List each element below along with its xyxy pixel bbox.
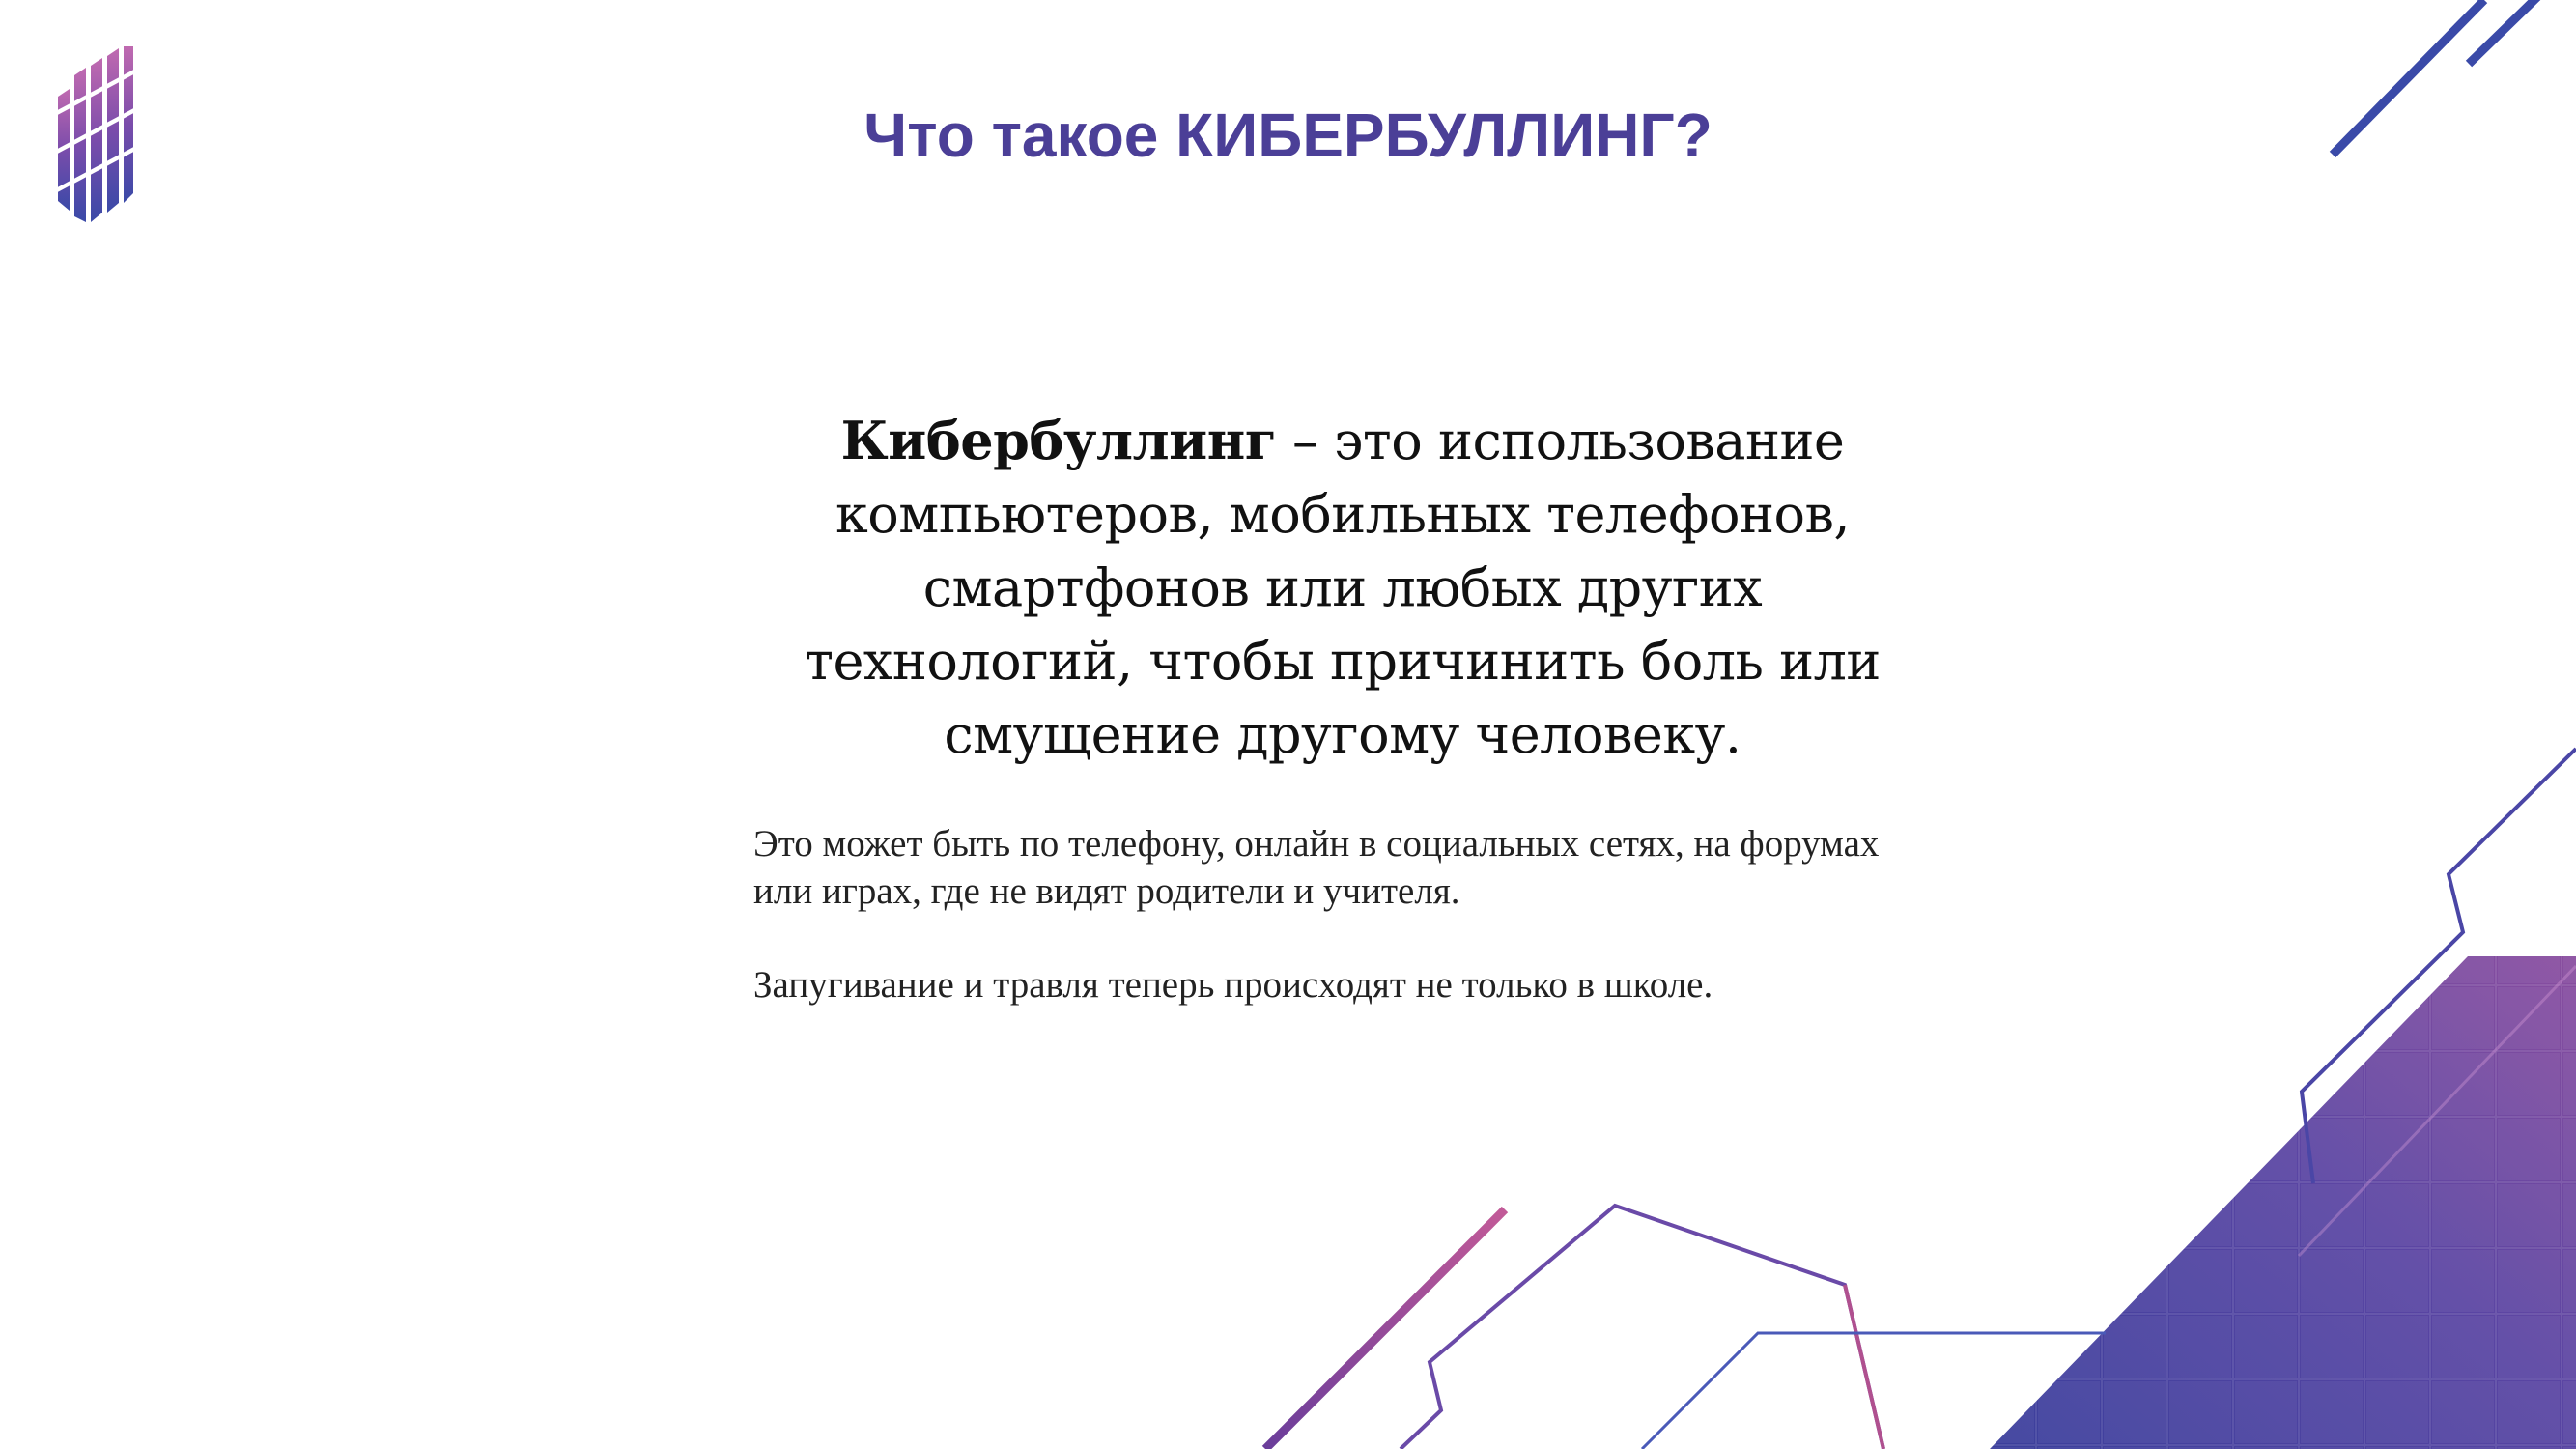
- definition-text: [753, 404, 1932, 772]
- definition-term: Кибербуллинг: [840, 410, 1277, 471]
- slide-title: Что такое КИБЕРБУЛЛИНГ?: [863, 100, 1713, 170]
- slide-content: [753, 404, 1932, 1009]
- paragraph-where: Это может быть по телефону, онлайн в социальных сетях, на форумах или играх, где не видят родители и учителя.: [753, 823, 1880, 912]
- definition-body: – это использование компьютеров, мобильных телефонов, смартфонов или любых других технологий, чтобы причинить боль или смущение другому человеку.: [805, 411, 1881, 765]
- paragraph-not-only-school: Запугивание и травля теперь происходят не только в школе.: [753, 964, 1713, 1006]
